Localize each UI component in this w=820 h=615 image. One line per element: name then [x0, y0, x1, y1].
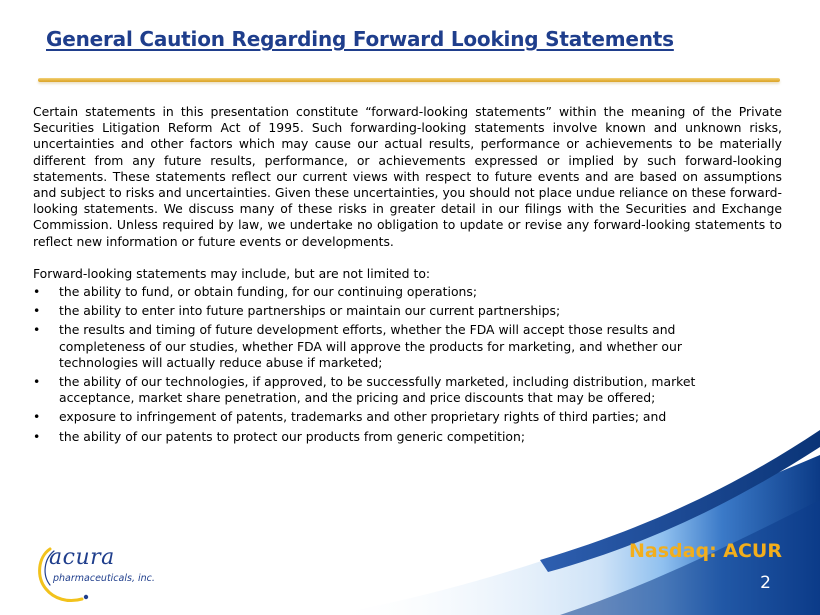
- disclaimer-paragraph: Certain statements in this presentation constitute “forward-looking statements” within the meaning of the Private Securities Litigation Reform Act of 1995. Such forwarding-looking statements involve known and unknown risks, uncertainties and other factors which may cause our actual results, performance or achievements to be materially different from any future results, performance, or achievements expressed or implied by such forward-looking statements. These statements reflect our current views with respect to future events and are based on assumptions and subject to risks and uncertainties. Given these uncertainties, you should not place undue reliance on these forward-looking statements. We discuss many of these risks in greater detail in our filings with the Securities and Exchange Commission. Unless required by law, we undertake no obligation to update or revise any forward-looking statements to reflect new information or future events or developments.: [33, 104, 782, 249]
- list-item: [33, 284, 723, 300]
- list-item: [33, 429, 723, 445]
- page-number: 2: [760, 573, 771, 593]
- logo-subtitle: pharmaceuticals, inc.: [53, 573, 155, 584]
- title-divider: [38, 78, 780, 82]
- stock-ticker: Nasdaq: ACUR: [629, 540, 782, 562]
- bullet-icon: •: [33, 374, 41, 390]
- list-item-text: the ability of our patents to protect our products from generic competition;: [59, 428, 526, 444]
- list-item: [33, 303, 723, 319]
- bullet-icon: •: [33, 284, 41, 300]
- list-item: [33, 409, 723, 425]
- logo-wordmark: acura: [49, 545, 115, 570]
- list-item-text: the ability to enter into future partnerships or maintain our current partnerships;: [59, 303, 561, 319]
- list-item-text: the ability to fund, or obtain funding, for our continuing operations;: [59, 284, 478, 300]
- list-item: [33, 374, 723, 406]
- list-item-text: the results and timing of future development efforts, whether the FDA will accept those results and completeness of our studies, whether FDA will approve the products for marketing, and whether our technologies will actually reduce abuse if marketed;: [59, 322, 682, 370]
- risk-list: [33, 284, 723, 445]
- list-item: [33, 322, 723, 371]
- bullet-icon: •: [33, 322, 41, 338]
- company-logo: [36, 543, 186, 605]
- bullet-icon: •: [33, 428, 41, 444]
- slide-body: [33, 104, 782, 448]
- list-item-text: the ability of our technologies, if approved, to be successfully marketed, including distribution, market acceptance, market share penetration, and the pricing and price discounts that may be offered;: [59, 374, 696, 406]
- list-item-text: exposure to infringement of patents, trademarks and other proprietary rights of third parties; and: [59, 409, 667, 425]
- slide-title: General Caution Regarding Forward Looking Statements: [46, 27, 674, 51]
- list-intro: Forward-looking statements may include, but are not limited to:: [33, 265, 431, 281]
- bullet-icon: •: [33, 303, 41, 319]
- bullet-icon: •: [33, 409, 41, 425]
